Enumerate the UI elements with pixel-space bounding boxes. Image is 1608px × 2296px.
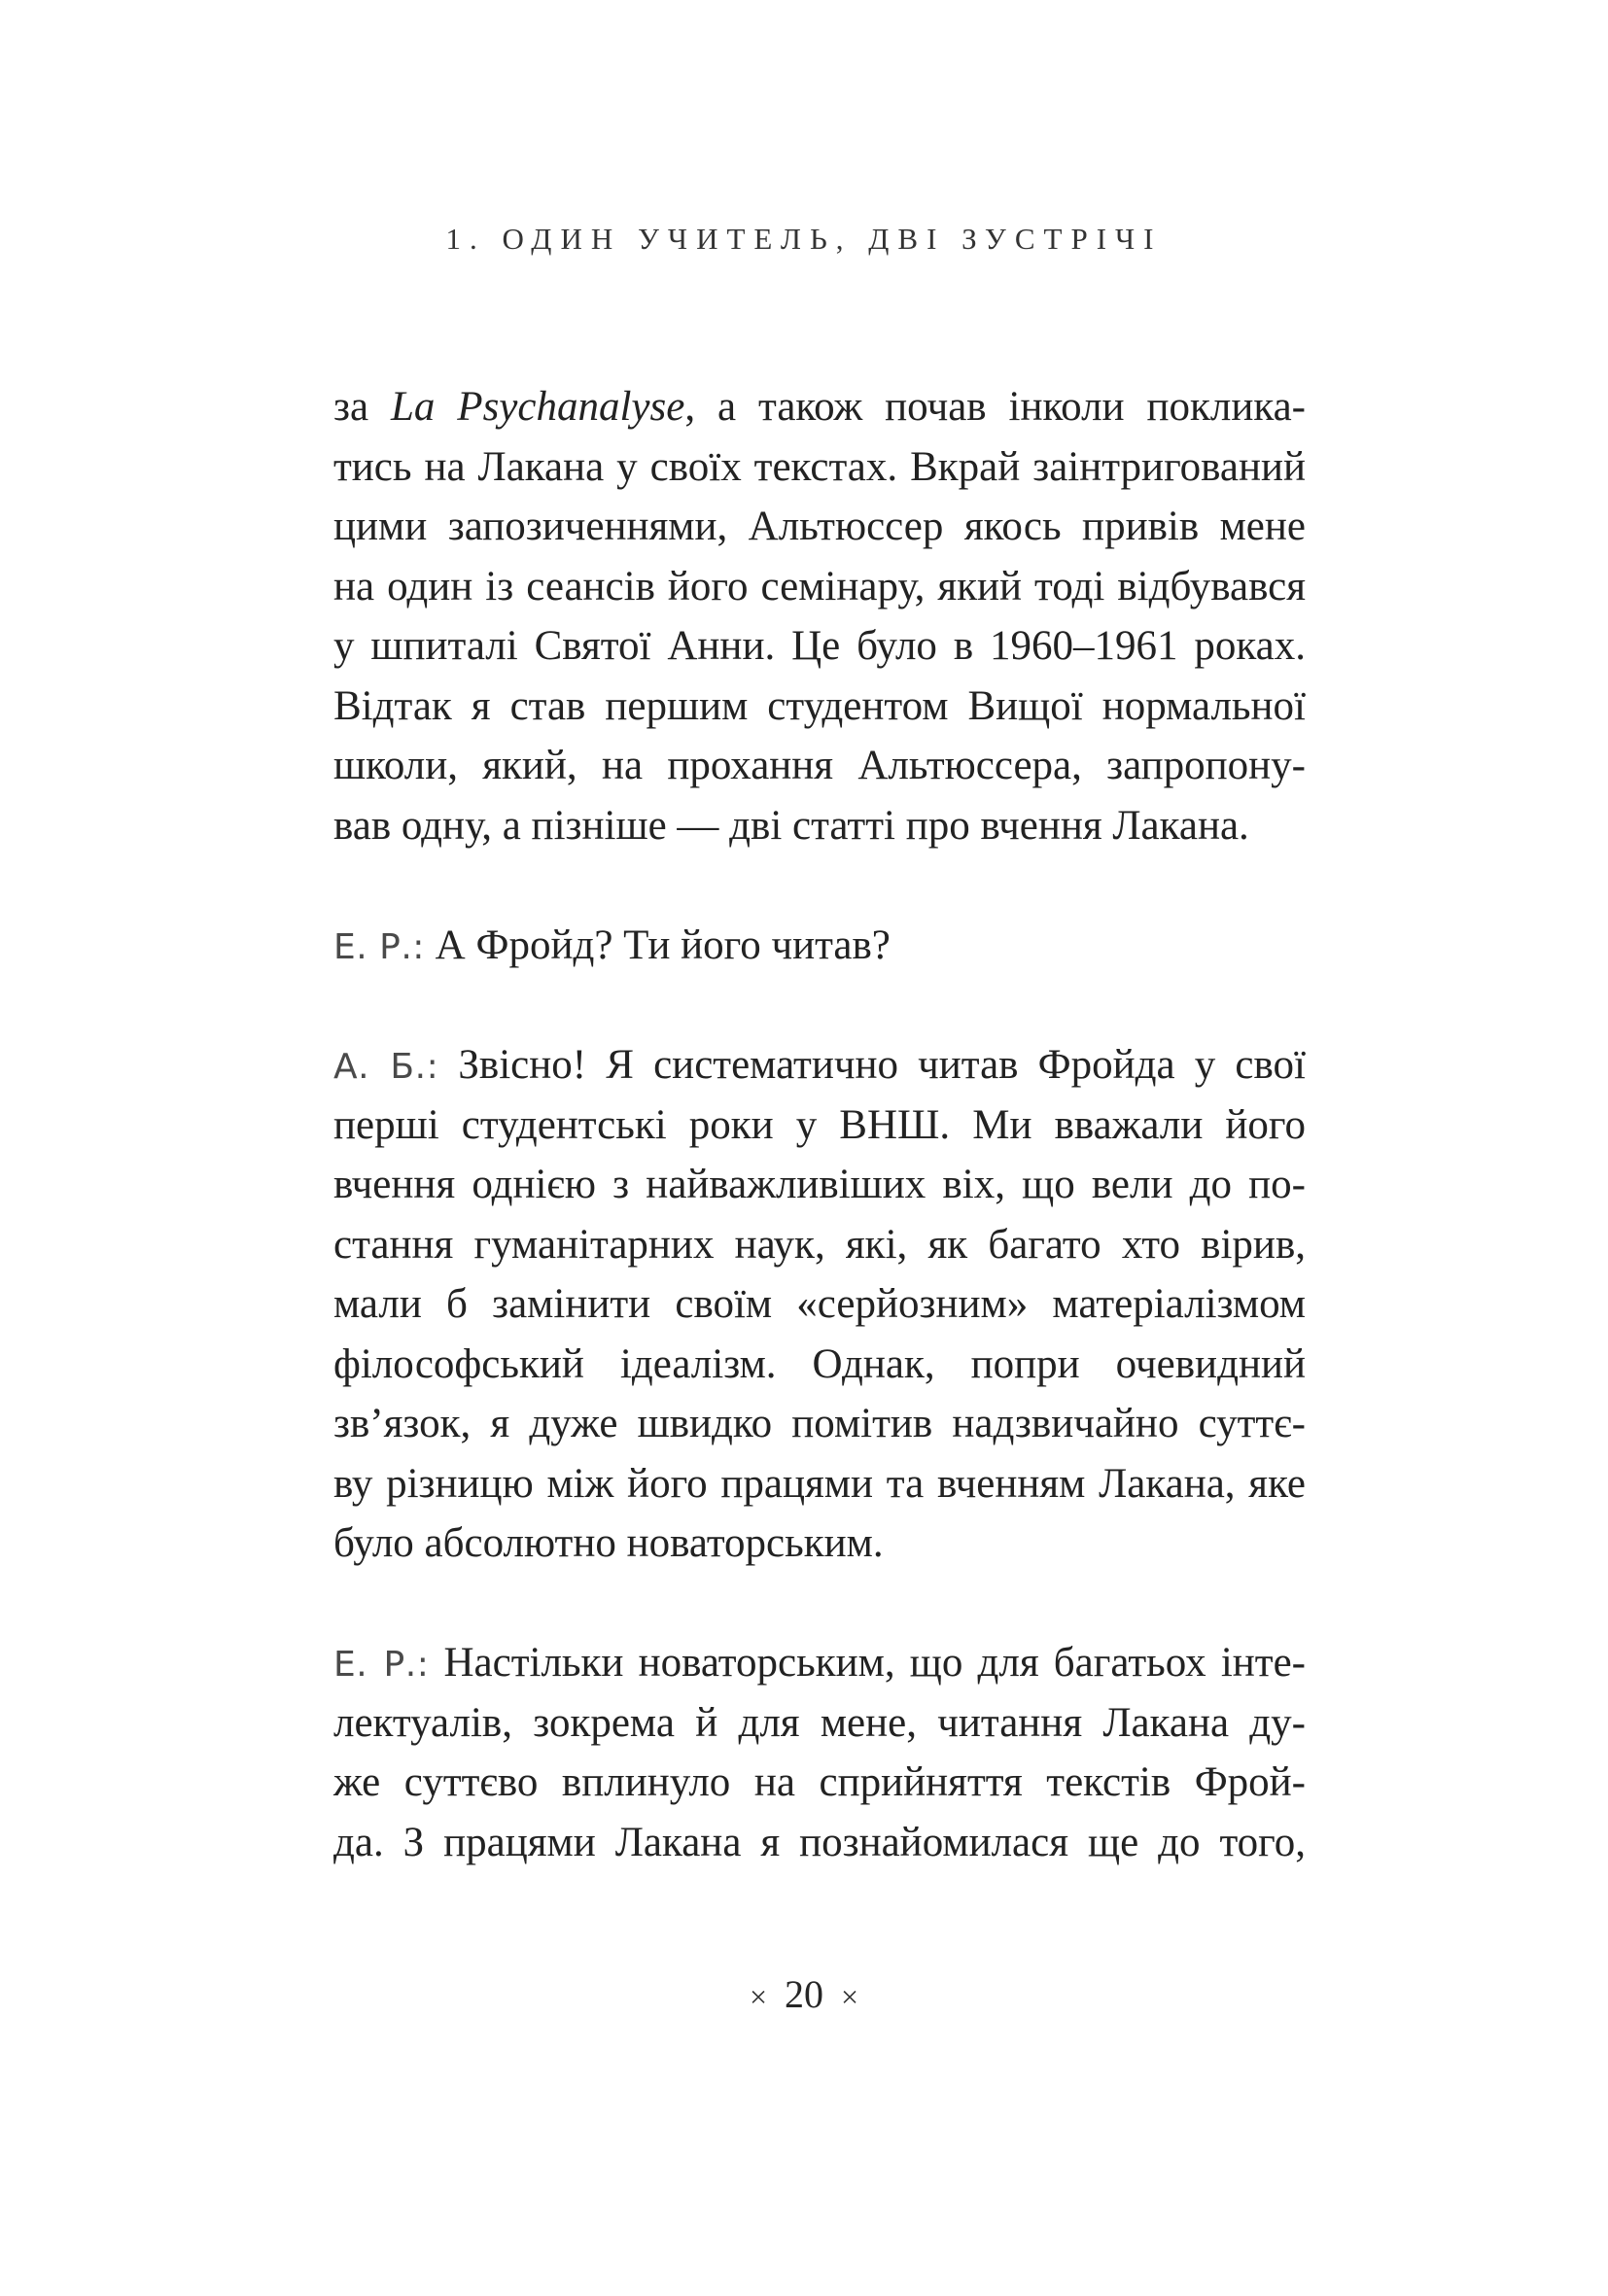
text-line: лектуалів, зокрема й для мене, читання Лакана ду- xyxy=(333,1699,1306,1746)
text-line: школи, який, на прохання Альтюссера, запропону- xyxy=(333,743,1306,788)
book-title: La Psychanalyse xyxy=(390,384,685,430)
speaker-label: Е. Р.: xyxy=(333,927,425,967)
text-line: вав одну, а пізніше — дві статті про вчення Лакана. xyxy=(333,802,1249,849)
text-line: ву різницю між його працями та вченням Лакана, яке xyxy=(333,1460,1306,1507)
text-line: за La Psychanalyse, а також почав інколи поклика- xyxy=(333,384,1306,430)
paragraph-3 xyxy=(333,1035,1306,1574)
text-line: мали б замінити своїм «серйозним» матеріалізмом xyxy=(333,1281,1306,1327)
text-line: да. З працями Лакана я познайомилася ще до того, xyxy=(333,1819,1306,1865)
text-line: А. Б.: Звісно! Я систематично читав Фройда у свої xyxy=(333,1042,1306,1088)
paragraph-2 xyxy=(333,916,1306,976)
page-number: 20 xyxy=(785,1972,823,2016)
paragraph-4 xyxy=(333,1633,1306,1872)
page-folio xyxy=(0,1971,1608,2017)
text-line: тись на Лакана у своїх текстах. Вкрай заінтригований xyxy=(333,443,1306,490)
text-line: на один із сеансів його семінару, який тоді відбувався xyxy=(333,563,1306,609)
text-line: було абсолютно новаторським. xyxy=(333,1520,884,1566)
text-line: Відтак я став першим студентом Вищої нормальної xyxy=(333,682,1306,729)
text-line: зв’язок, я дуже швидко помітив надзвичайно суттє- xyxy=(333,1401,1306,1446)
folio-ornament-left: × xyxy=(749,1979,767,2014)
folio-ornament-right: × xyxy=(841,1979,859,2014)
paragraph-1 xyxy=(333,377,1306,855)
text-line: вчення однією з найважливіших віх, що вели до по- xyxy=(333,1162,1306,1207)
text-line: стання гуманітарних наук, які, як багато хто вірив, xyxy=(333,1221,1306,1268)
text-line: Е. Р.: Настільки новаторським, що для багатьох інте- xyxy=(333,1640,1306,1686)
running-head: 1. ОДИН УЧИТЕЛЬ, ДВІ ЗУСТРІЧІ xyxy=(445,222,1163,256)
text-line: перші студентські роки у ВНШ. Ми вважали його xyxy=(333,1101,1306,1148)
speaker-label: Е. Р.: xyxy=(333,1645,430,1685)
speaker-label: А. Б.: xyxy=(333,1047,439,1087)
text-line: філософський ідеалізм. Однак, попри очевидний xyxy=(333,1340,1306,1387)
text-line: Е. Р.: А Фройд? Ти його читав? xyxy=(333,922,891,968)
text-line: у шпиталі Святої Анни. Це було в 1960–1961 роках. xyxy=(333,623,1306,669)
text-line: же суттєво вплинуло на сприйняття текстів Фрой- xyxy=(333,1759,1306,1805)
text-line: цими запозиченнями, Альтюссер якось привів мене xyxy=(333,504,1306,549)
